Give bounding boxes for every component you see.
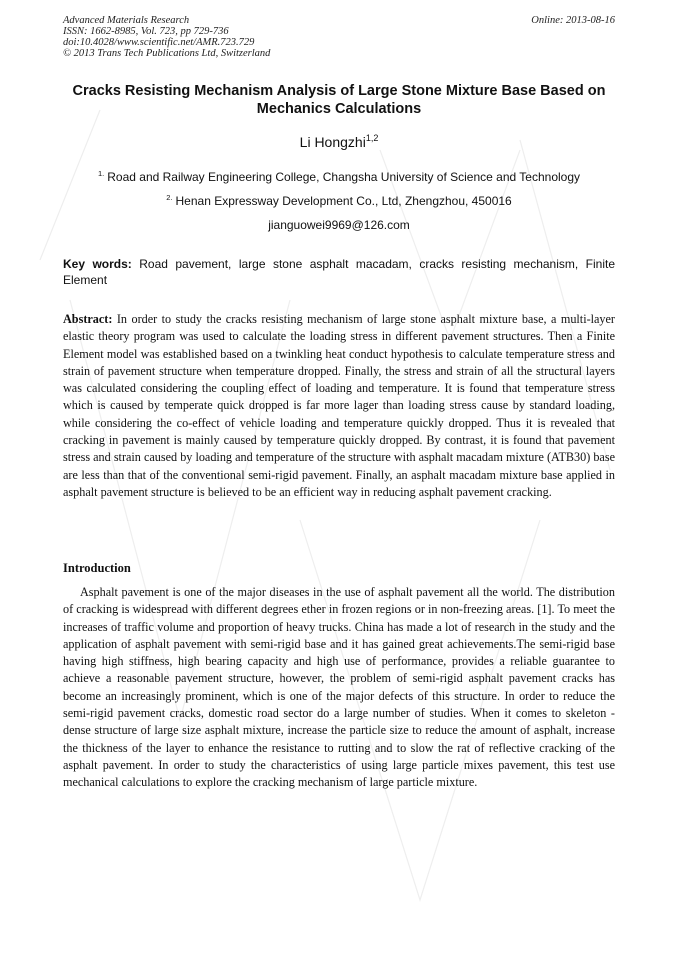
abstract-label: Abstract:	[63, 312, 113, 326]
author-name: Li Hongzhi	[299, 134, 366, 150]
affiliation-2-text: Henan Expressway Development Co., Ltd, Zhengzhou, 450016	[175, 194, 512, 208]
affiliation-1-sup: 1.	[98, 169, 105, 178]
journal-issn: ISSN: 1662-8985, Vol. 723, pp 729-736	[63, 26, 229, 37]
author-line	[63, 133, 615, 150]
abstract-text: In order to study the cracks resisting mechanism of large stone asphalt mixture base, a multi-layer elastic theory program was used to calculate the loading stress in different pavement structures. Then a Finite Element model was established based on a twinkling heat conduct hypothesis to calculate temperature stress and strain of pavement structure when temperature dropped. Finally, the stress and strain of all the structural layers was calculated considering the coupling effect of loading and temperature. It is found that temperature stress which is caused by temperate quick dropped is far more lager than loading stress cause by standard loading, while considering the co-effect of vehicle loading and temperature quickly dropped. Thus it is revealed that cracking in pavement is mainly caused by temperature quickly dropped. By contrast, it is found that pavement stress and strain caused by loading and temperature of the structure with asphalt macadam mixture (ATB30) base are less than that of the conventional semi-rigid pavement. Finally, an asphalt macadam mixture base applied in asphalt pavement structure is believed to be an efficient way in reducing asphalt pavement cracking.	[63, 312, 615, 499]
author-email: jianguowei9969@126.com	[268, 218, 410, 232]
introduction-paragraph: Asphalt pavement is one of the major diseases in the use of asphalt pavement all the world. The distribution of cracking is widespread with different degrees ether in frozen regions or in non-freezing areas. [1]. To meet the increases of traffic volume and proportion of heavy trucks. China has made a lot of research in the study and the application of asphalt pavement with semi-rigid base and it has gained great achievements.The semi-rigid base having high stiffness, high bearing capacity and high use of performance, provides a reliable guarantee to achieve a reasonable pavement structure, however, the problem of semi-rigid asphalt pavement cracks has become an increasingly prominent, which is one of the major defects of this structure. In order to reduce the semi-rigid pavement cracks, domestic road sector do a large number of studies. When it comes to skeleton - dense structure of large size asphalt mixture, increase the particle size to reduce the amount of asphalt, increase the thickness of the layer to enhance the resistance to rutting and to slow the rat of reflective cracking of the asphalt pavement. In order to study the characteristics of using large particle mixes pavement, this test use mechanical calculations to explore the cracking mechanism of large particle mixture.	[63, 585, 615, 790]
keywords-label: Key words:	[63, 257, 132, 271]
author-affil-sup: 1,2	[365, 133, 379, 143]
journal-doi: doi:10.4028/www.scientific.net/AMR.723.729	[63, 37, 255, 48]
affiliation-1	[63, 169, 615, 184]
keywords	[63, 257, 615, 288]
affiliation-2	[63, 193, 615, 208]
introduction-heading: Introduction	[63, 561, 131, 575]
abstract	[63, 311, 615, 501]
journal-header	[63, 15, 270, 59]
paper-title: Cracks Resisting Mechanism Analysis of Large Stone Mixture Base Based on Mechanics Calculations	[72, 83, 606, 117]
affiliation-1-text: Road and Railway Engineering College, Changsha University of Science and Technology	[107, 170, 580, 184]
journal-name: Advanced Materials Research	[63, 15, 190, 26]
journal-copyright: © 2013 Trans Tech Publications Ltd, Switzerland	[63, 48, 271, 59]
online-date: Online: 2013-08-16	[531, 15, 615, 26]
keywords-text: Road pavement, large stone asphalt macadam, cracks resisting mechanism, Finite Element	[63, 257, 616, 287]
affiliation-2-sup: 2.	[166, 193, 173, 202]
